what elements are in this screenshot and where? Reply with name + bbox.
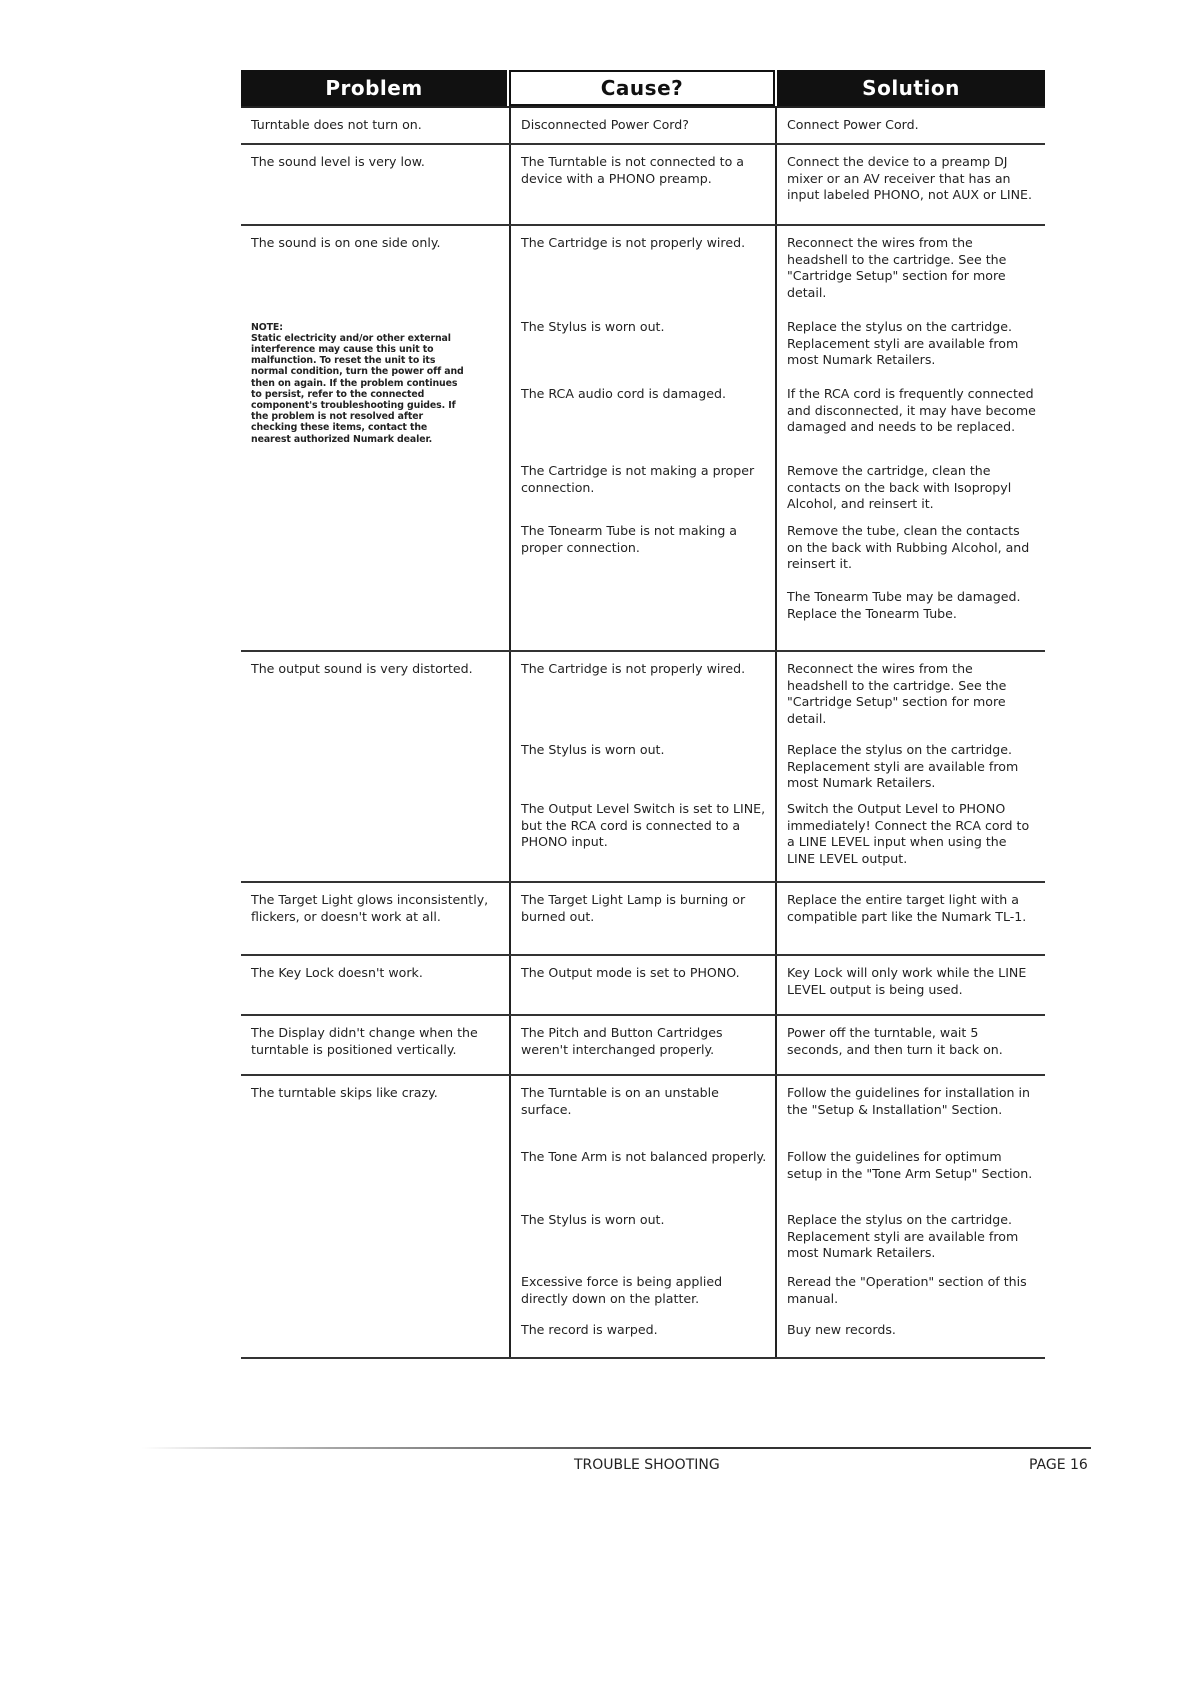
solution-cell: Replace the stylus on the cartridge. Replacement styli are available from most Numark Retailers. <box>787 742 1019 790</box>
table-row <box>241 1016 1045 1076</box>
solution-cell: Reconnect the wires from the headshell to the cartridge. See the "Cartridge Setup" section for more detail. <box>787 235 1007 300</box>
problem-cell <box>241 226 509 650</box>
header-cause: Cause? <box>509 70 775 106</box>
header-problem: Problem <box>241 70 507 106</box>
cause-cell: The Output Level Switch is set to LINE, but the RCA cord is connected to a PHONO input. <box>521 801 766 849</box>
footer-page-number: PAGE 16 <box>1029 1457 1088 1473</box>
solution-cell: Follow the guidelines for optimum setup in the "Tone Arm Setup" Section. <box>787 1149 1033 1181</box>
solution-cell: Power off the turntable, wait 5 seconds, and then turn it back on. <box>787 1025 1003 1057</box>
problem-cell: The output sound is very distorted. <box>251 661 473 676</box>
table-row <box>241 652 1045 883</box>
note-label: NOTE: <box>251 321 283 333</box>
solution-cell: Reread the "Operation" section of this manual. <box>787 1274 1027 1306</box>
solution-cell: Replace the entire target light with a compatible part like the Numark TL-1. <box>787 892 1027 924</box>
problem-cell: The sound level is very low. <box>251 154 425 169</box>
solution-cell: Remove the tube, clean the contacts on the back with Rubbing Alcohol, and reinsert it. <box>787 523 1030 571</box>
solution-cell: If the RCA cord is frequently connected and disconnected, it may have become damaged and needs to be replaced. <box>787 386 1036 434</box>
cause-cell: The Stylus is worn out. <box>521 319 665 334</box>
footer-divider <box>141 1447 1091 1449</box>
table-row <box>241 145 1045 226</box>
cause-cell: The Target Light Lamp is burning or burned out. <box>509 883 777 954</box>
header-solution: Solution <box>777 70 1045 106</box>
cause-cell: The Turntable is not connected to a device with a PHONO preamp. <box>509 145 777 224</box>
cause-cell: The Stylus is worn out. <box>521 742 665 757</box>
problem-cell: Turntable does not turn on. <box>251 117 422 132</box>
table-row <box>241 226 1045 652</box>
cause-cell: Disconnected Power Cord? <box>509 108 777 143</box>
table-header-row <box>241 70 1045 108</box>
solution-column <box>777 1076 1045 1357</box>
cause-cell: The Turntable is on an unstable surface. <box>521 1085 719 1117</box>
table-row <box>241 1076 1045 1359</box>
problem-cell: The turntable skips like crazy. <box>251 1085 438 1100</box>
problem-text: The sound is on one side only. <box>251 235 441 250</box>
footer-section-title: TROUBLE SHOOTING <box>574 1457 720 1473</box>
troubleshooting-table <box>241 70 1045 1359</box>
solution-cell: Replace the stylus on the cartridge. Replacement styli are available from most Numark Retailers. <box>787 1212 1019 1260</box>
solution-cell: Replace the stylus on the cartridge. Replacement styli are available from most Numark Retailers. <box>787 319 1019 367</box>
solution-column <box>777 652 1045 881</box>
table-row <box>241 956 1045 1016</box>
table-row <box>241 883 1045 956</box>
cause-cell: The Tone Arm is not balanced properly. <box>521 1149 767 1164</box>
solution-column <box>777 226 1045 650</box>
note-text: Static electricity and/or other external interference may cause this unit to malfunction. To reset the unit to its normal condition, turn the power off and then on again. If the problem continues to persist, refer to the connected component's troubleshooting guides. If the problem is not resolved after checking these items, contact the nearest authorized Numark dealer. <box>251 332 464 445</box>
solution-cell: Switch the Output Level to PHONO immediately! Connect the RCA cord to a LINE LEVEL input when using the LINE LEVEL output. <box>787 801 1030 866</box>
cause-cell: The Cartridge is not properly wired. <box>521 661 746 676</box>
cause-cell: The Tonearm Tube is not making a proper connection. <box>521 523 738 555</box>
solution-cell: Key Lock will only work while the LINE LEVEL output is being used. <box>787 965 1027 997</box>
solution-cell: Remove the cartridge, clean the contacts on the back with Isopropyl Alcohol, and reinsert it. <box>787 463 1012 511</box>
solution-cell: Connect Power Cord. <box>787 117 919 132</box>
solution-cell: Connect the device to a preamp DJ mixer or an AV receiver that has an input labeled PHONO, not AUX or LINE. <box>787 154 1033 202</box>
solution-cell: The Tonearm Tube may be damaged. Replace the Tonearm Tube. <box>787 589 1021 621</box>
solution-cell: Reconnect the wires from the headshell to the cartridge. See the "Cartridge Setup" section for more detail. <box>787 661 1007 726</box>
cause-cell: The RCA audio cord is damaged. <box>521 386 726 401</box>
solution-cell: Follow the guidelines for installation in the "Setup & Installation" Section. <box>787 1085 1031 1117</box>
cause-column <box>509 652 777 881</box>
cause-column <box>509 226 777 650</box>
table-row <box>241 108 1045 145</box>
problem-cell: The Key Lock doesn't work. <box>251 965 423 980</box>
cause-cell: The Cartridge is not making a proper connection. <box>521 463 755 495</box>
cause-cell: The Stylus is worn out. <box>521 1212 665 1227</box>
cause-column <box>509 1076 777 1357</box>
cause-cell: The Output mode is set to PHONO. <box>509 956 777 1014</box>
problem-cell: The Display didn't change when the turntable is positioned vertically. <box>251 1025 478 1057</box>
cause-cell: The Cartridge is not properly wired. <box>521 235 746 250</box>
cause-cell <box>511 580 775 640</box>
problem-cell: The Target Light glows inconsistently, flickers, or doesn't work at all. <box>251 892 489 924</box>
cause-cell: The Pitch and Button Cartridges weren't interchanged properly. <box>509 1016 777 1074</box>
cause-cell: Excessive force is being applied directly down on the platter. <box>521 1274 723 1306</box>
solution-cell: Buy new records. <box>787 1322 896 1337</box>
cause-cell: The record is warped. <box>521 1322 658 1337</box>
static-electricity-note <box>251 322 466 445</box>
